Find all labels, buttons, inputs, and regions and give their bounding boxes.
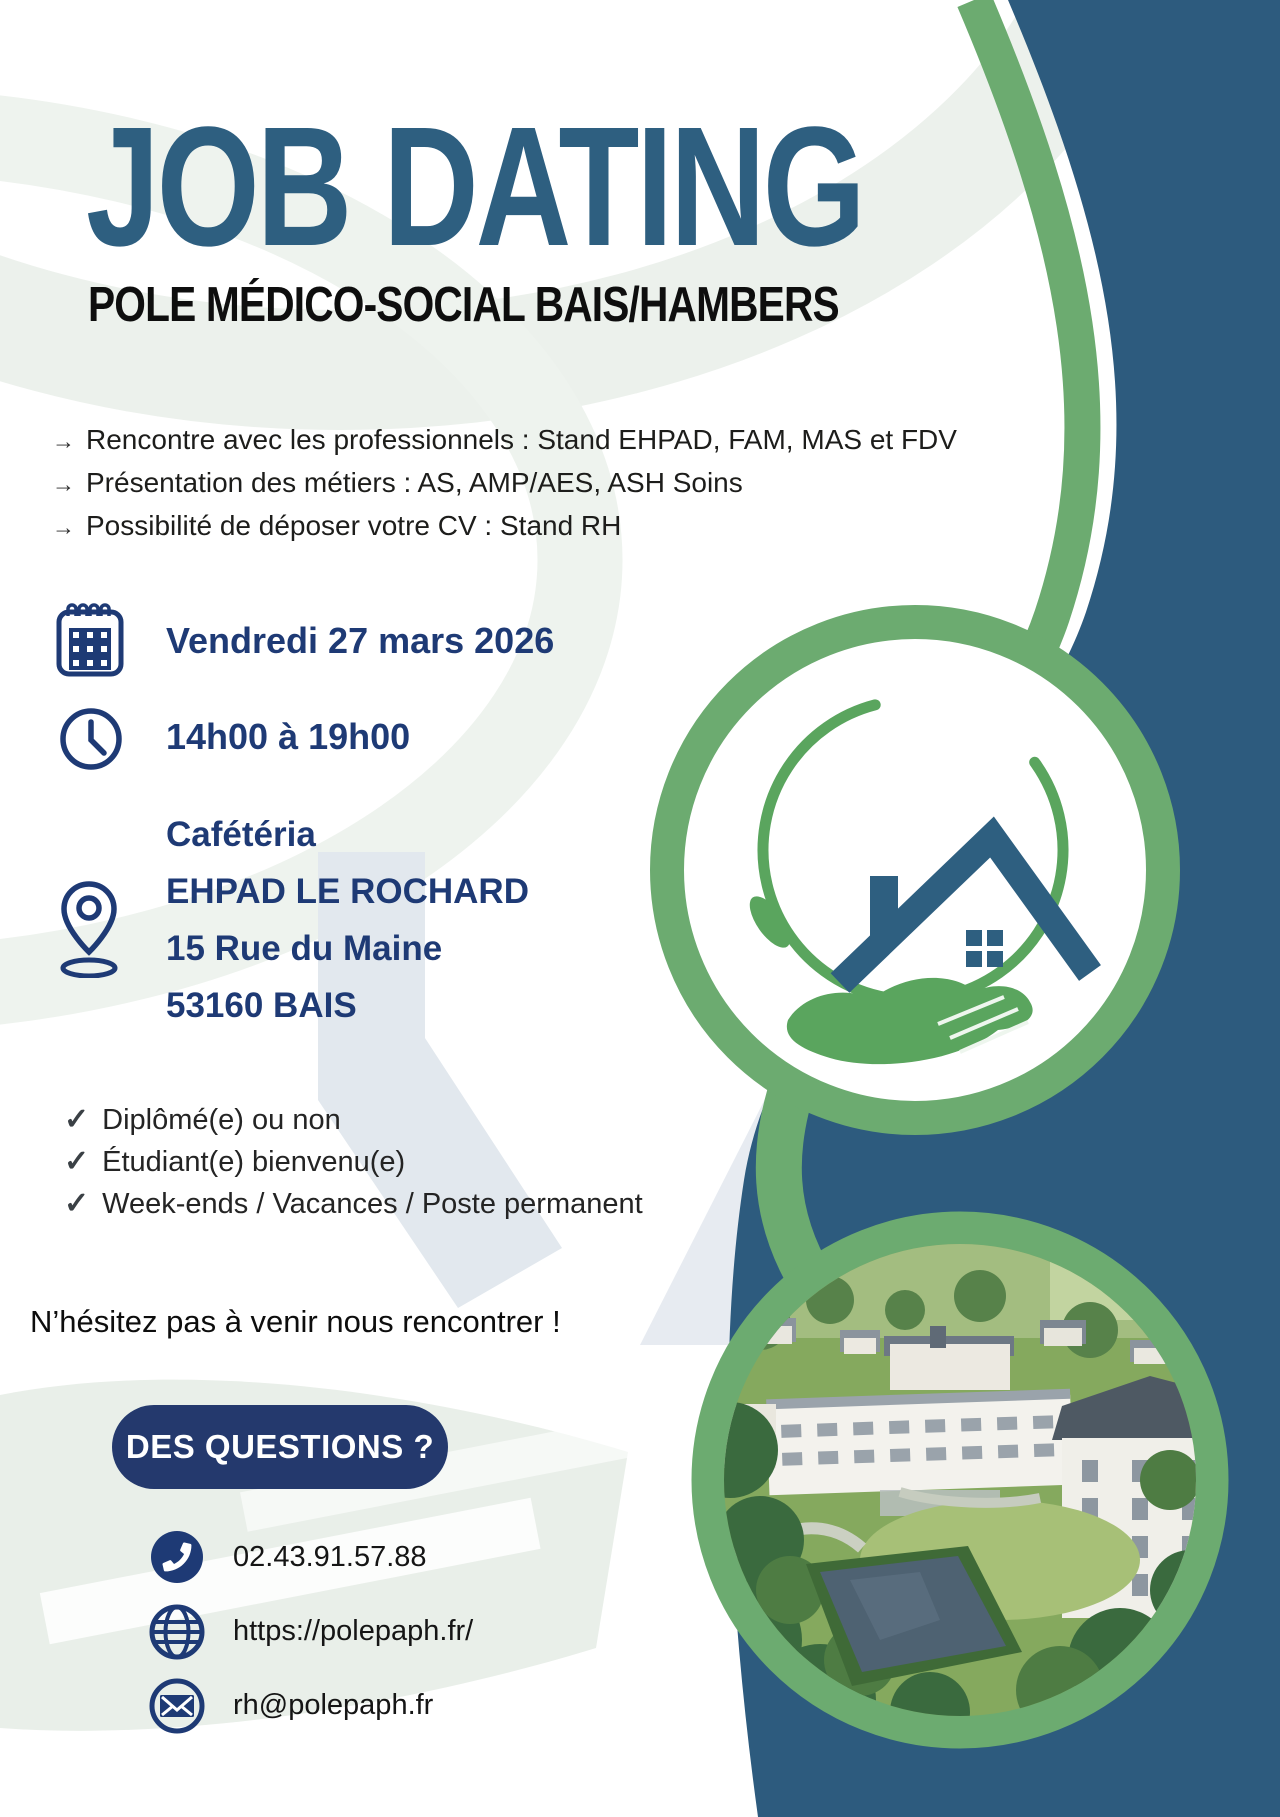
list-item xyxy=(52,467,957,510)
poster-subtitle: POLE MÉDICO-SOCIAL BAIS/HAMBERS xyxy=(88,278,839,332)
list-item xyxy=(64,1144,643,1186)
address-line: EHPAD LE ROCHARD xyxy=(166,872,529,911)
list-item xyxy=(52,510,957,553)
address-line: 15 Rue du Maine xyxy=(166,929,443,968)
questions-badge xyxy=(112,1405,448,1489)
calendar-icon xyxy=(56,598,124,685)
clock-icon xyxy=(58,706,124,777)
bullet-text: Rencontre avec les professionnels : Stand EHPAD, FAM, MAS et FDV xyxy=(86,424,957,455)
website-url: https://polepaph.fr/ xyxy=(233,1615,474,1647)
arrow-icon: → xyxy=(52,471,75,497)
check-text: Étudiant(e) bienvenu(e) xyxy=(102,1146,406,1178)
checkmark-icon: ✓ xyxy=(64,1187,90,1220)
list-item xyxy=(64,1102,643,1144)
email-icon xyxy=(149,1678,205,1739)
intro-bullets xyxy=(52,424,957,553)
arrow-icon: → xyxy=(52,514,75,540)
checkmark-icon: ✓ xyxy=(64,1145,90,1178)
list-item xyxy=(64,1186,643,1228)
arrow-icon: → xyxy=(52,428,75,454)
page-title: JOB DATING xyxy=(86,92,863,282)
bullet-text: Possibilité de déposer votre CV : Stand RH xyxy=(86,510,622,541)
address-line: 53160 BAIS xyxy=(166,986,357,1025)
event-address xyxy=(166,806,529,1034)
cta-line: N’hésitez pas à venir nous rencontrer ! xyxy=(30,1304,561,1339)
list-item xyxy=(52,424,957,467)
location-pin-icon xyxy=(56,880,122,983)
globe-icon xyxy=(149,1604,205,1665)
email-address: rh@polepaph.fr xyxy=(233,1689,434,1721)
eligibility-checklist xyxy=(64,1102,643,1228)
check-text: Diplômé(e) ou non xyxy=(102,1104,341,1136)
questions-badge-label: DES QUESTIONS ? xyxy=(125,1428,435,1465)
phone-icon xyxy=(150,1530,204,1589)
logo-badge xyxy=(667,622,1163,1118)
event-time: 14h00 à 19h00 xyxy=(166,716,411,757)
address-line: Cafétéria xyxy=(166,815,316,854)
phone-number: 02.43.91.57.88 xyxy=(233,1541,427,1573)
check-text: Week-ends / Vacances / Poste permanent xyxy=(102,1188,643,1220)
checkmark-icon: ✓ xyxy=(64,1103,90,1136)
event-date: Vendredi 27 mars 2026 xyxy=(166,620,555,661)
bullet-text: Présentation des métiers : AS, AMP/AES, ASH Soins xyxy=(86,467,743,498)
main-building xyxy=(766,1389,1073,1496)
